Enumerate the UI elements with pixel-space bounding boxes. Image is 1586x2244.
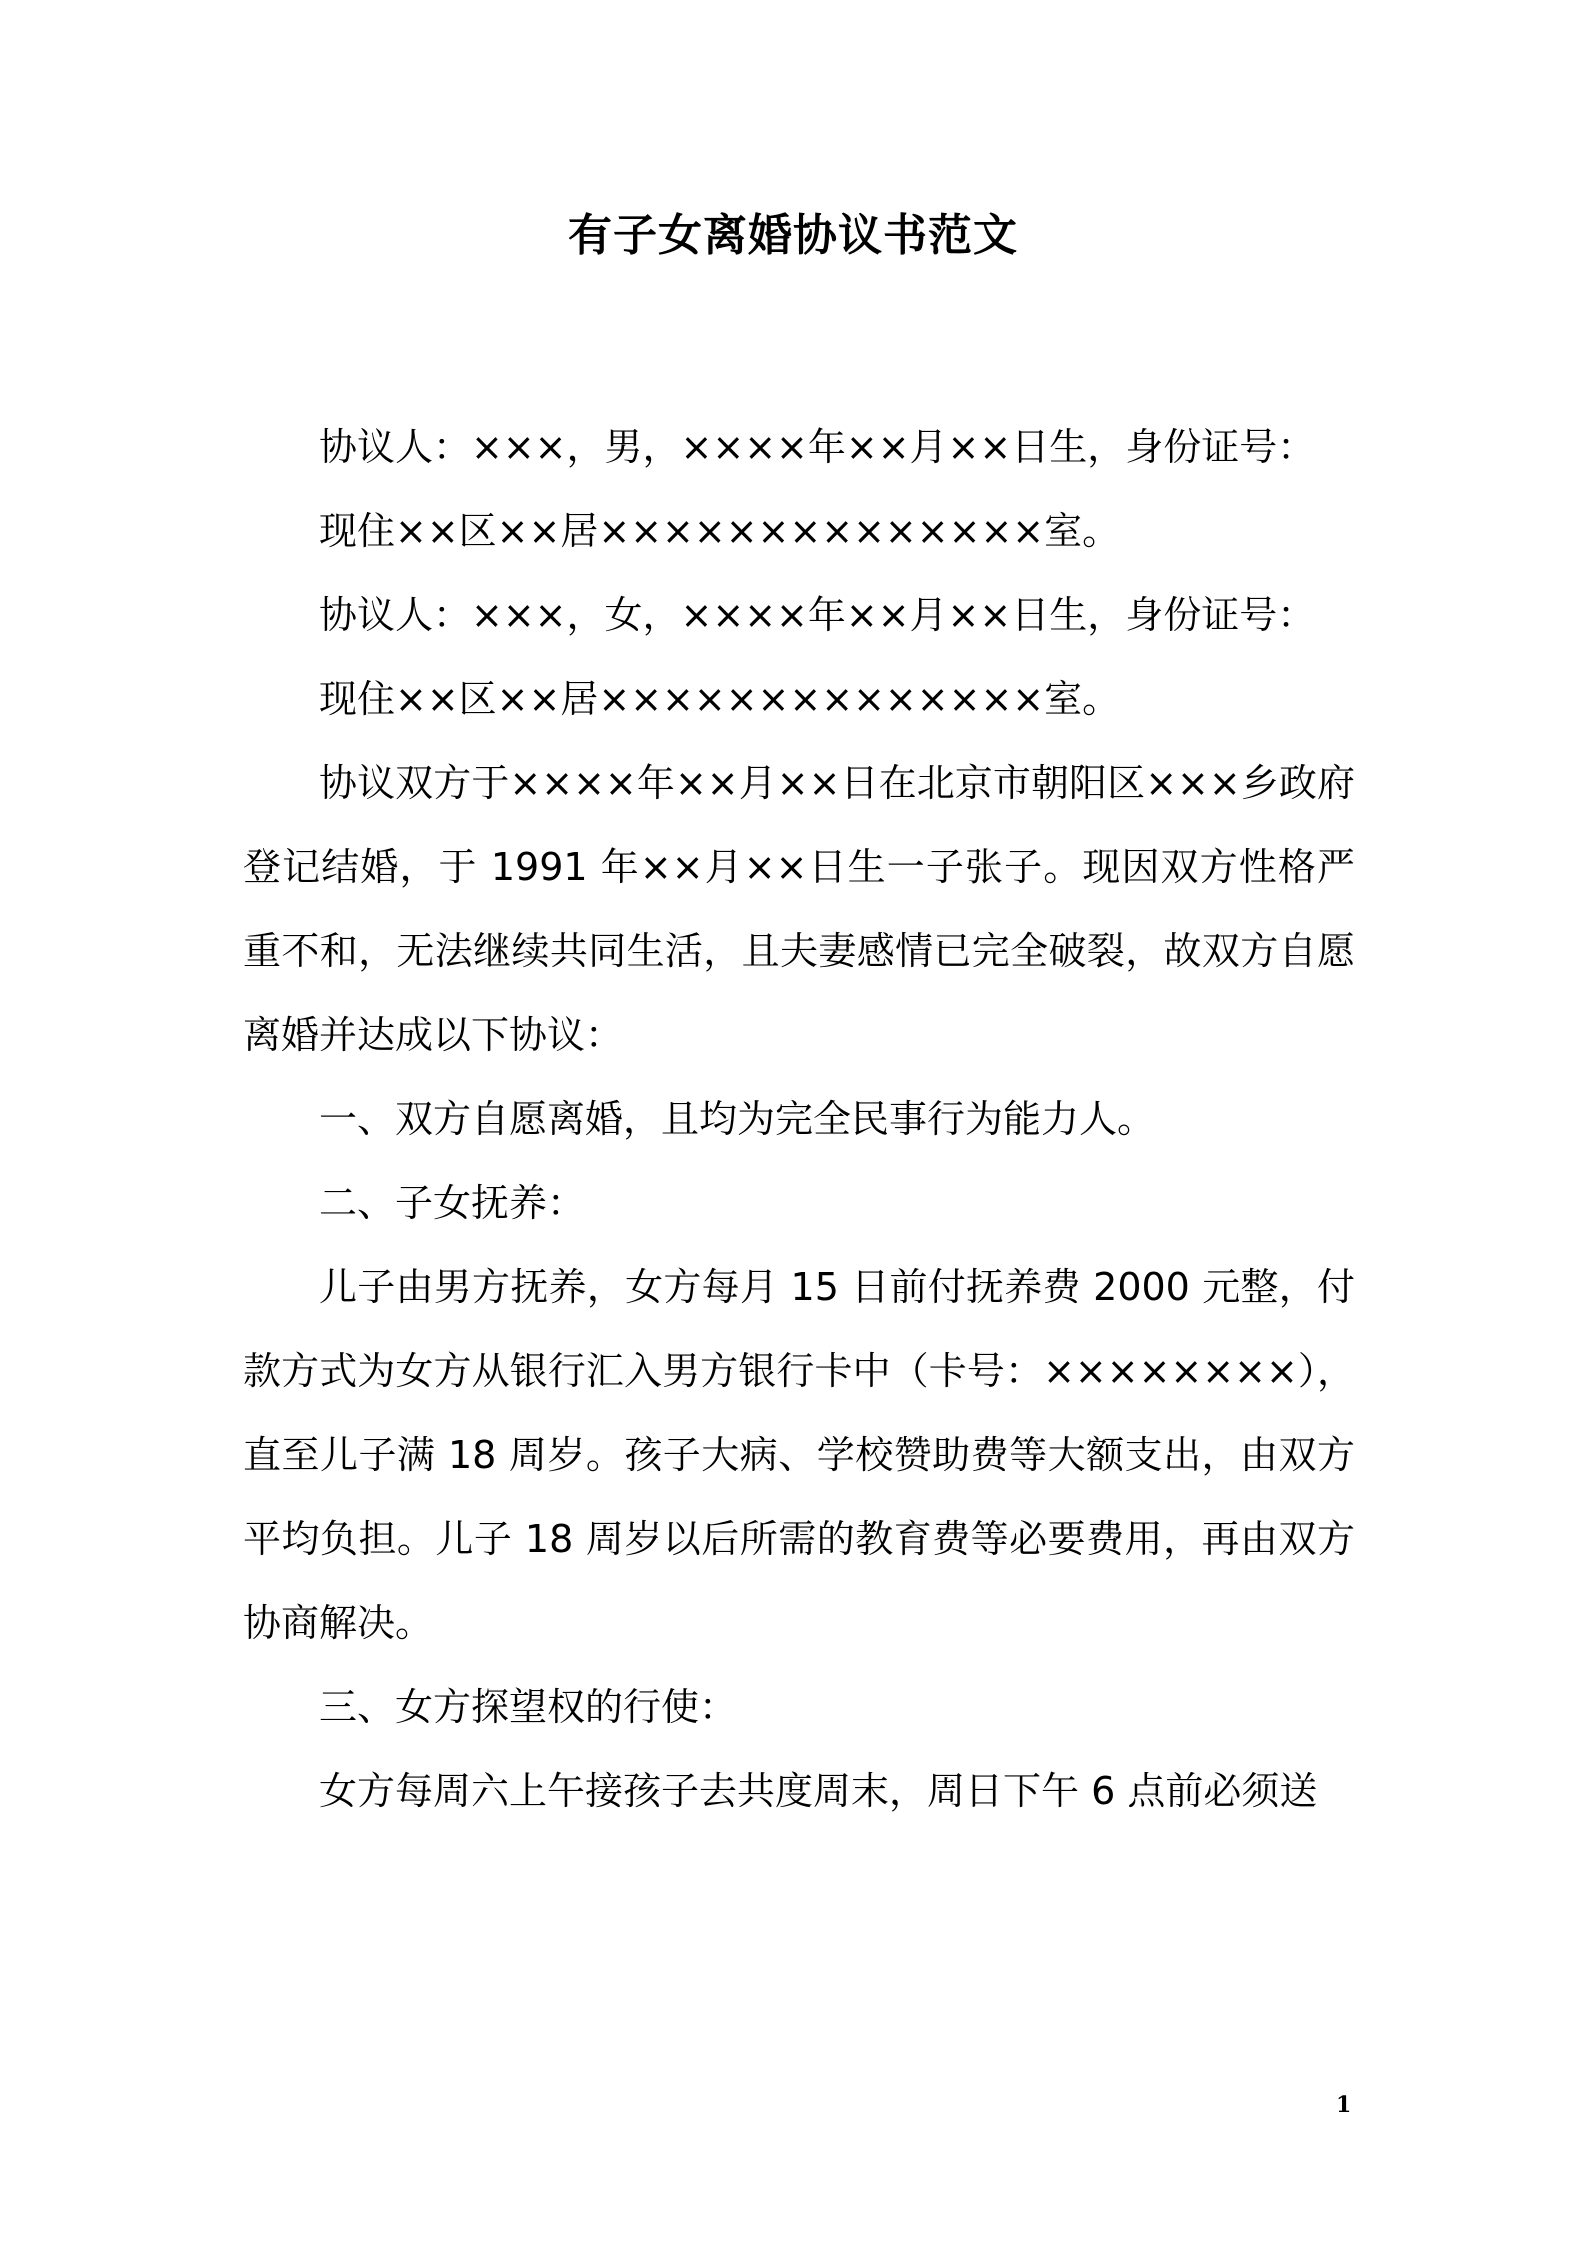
paragraph-address-male: 现住××区××居××××××××××××××室。 [319, 509, 1121, 553]
paragraph-marriage-background: 协议双方于××××年××月××日在北京市朝阳区×××乡政府登记结婚，于 1991 年××月××日生一子张子。现因双方性格严重不和，无法继续共同生活，且夫妻感情已完全破裂，故双方自愿离婚并达成以下协议： [243, 761, 1355, 1057]
document-title: 有子女离婚协议书范文 [568, 210, 1018, 261]
document-body [243, 405, 1355, 1833]
paragraph-clause-3-heading: 三、女方探望权的行使： [319, 1685, 738, 1729]
page-number: 1 [1336, 2092, 1352, 2118]
paragraph-party-female: 协议人：×××，女，××××年××月××日生，身份证号： [319, 593, 1316, 637]
paragraph-clause-2-heading: 二、子女抚养： [319, 1181, 586, 1225]
paragraph-visitation: 女方每周六上午接孩子去共度周末，周日下午 6 点前必须送 [319, 1769, 1318, 1813]
paragraph-child-support: 儿子由男方抚养，女方每月 15 日前付抚养费 2000 元整，付款方式为女方从银行汇入男方银行卡中（卡号：××××××××），直至儿子满 18 周岁。孩子大病、学校赞助费等大额支出，由双方平均负担。儿子 18 周岁以后所需的教育费等必要费用，再由双方协商解决。 [243, 1265, 1355, 1645]
paragraph-party-male: 协议人：×××，男，××××年××月××日生，身份证号： [319, 425, 1316, 469]
paragraph-clause-1: 一、双方自愿离婚，且均为完全民事行为能力人。 [319, 1097, 1156, 1141]
paragraph-address-female: 现住××区××居××××××××××××××室。 [319, 677, 1121, 721]
